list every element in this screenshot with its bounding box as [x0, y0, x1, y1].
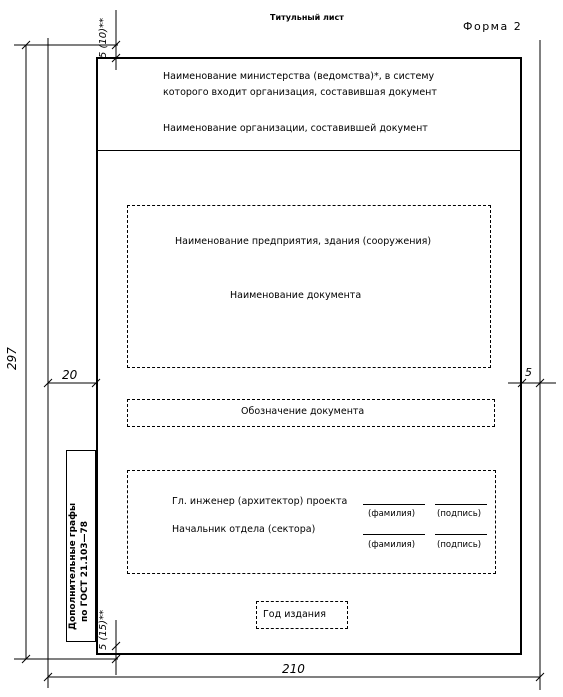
- dim-top-margin: 5 (10)**: [98, 17, 109, 58]
- designation-label: Обозначение документа: [241, 406, 365, 417]
- ministry-line-2: которого входит организация, составившая документ: [163, 87, 437, 98]
- dim-height: 297: [5, 347, 19, 370]
- sheet-title: Титульный лист: [270, 13, 344, 22]
- name-block: [127, 205, 491, 368]
- year-label: Год издания: [263, 609, 326, 620]
- head-signature-caption: (подпись): [437, 540, 482, 550]
- frame-divider: [96, 150, 522, 151]
- chief-surname-line: [363, 504, 425, 505]
- head-signature-line: [435, 534, 487, 535]
- chief-signature-caption: (подпись): [437, 509, 482, 519]
- signatures-block: [127, 470, 496, 574]
- ministry-line-1: Наименование министерства (ведомства)*, в систему: [163, 71, 435, 82]
- chief-engineer-label: Гл. инженер (архитектор) проекта: [172, 496, 348, 507]
- side-block-line-1: Дополнительные графы: [68, 502, 78, 630]
- department-head-label: Начальник отдела (сектора): [172, 524, 316, 535]
- form-label: Форма 2: [463, 20, 523, 33]
- dim-width: 210: [282, 662, 305, 676]
- side-block-line-2: по ГОСТ 21.103—78: [80, 520, 90, 622]
- enterprise-name: Наименование предприятия, здания (сооружения): [175, 236, 432, 247]
- head-surname-caption: (фамилия): [368, 540, 416, 550]
- dim-bottom-margin: 5 (15)**: [98, 609, 109, 650]
- organization-name: Наименование организации, составившей документ: [163, 123, 428, 134]
- chief-surname-caption: (фамилия): [368, 509, 416, 519]
- document-name: Наименование документа: [230, 290, 362, 301]
- dim-left-field: 20: [62, 368, 78, 382]
- dim-right-margin: 5: [525, 366, 532, 379]
- head-surname-line: [363, 534, 425, 535]
- chief-signature-line: [435, 504, 487, 505]
